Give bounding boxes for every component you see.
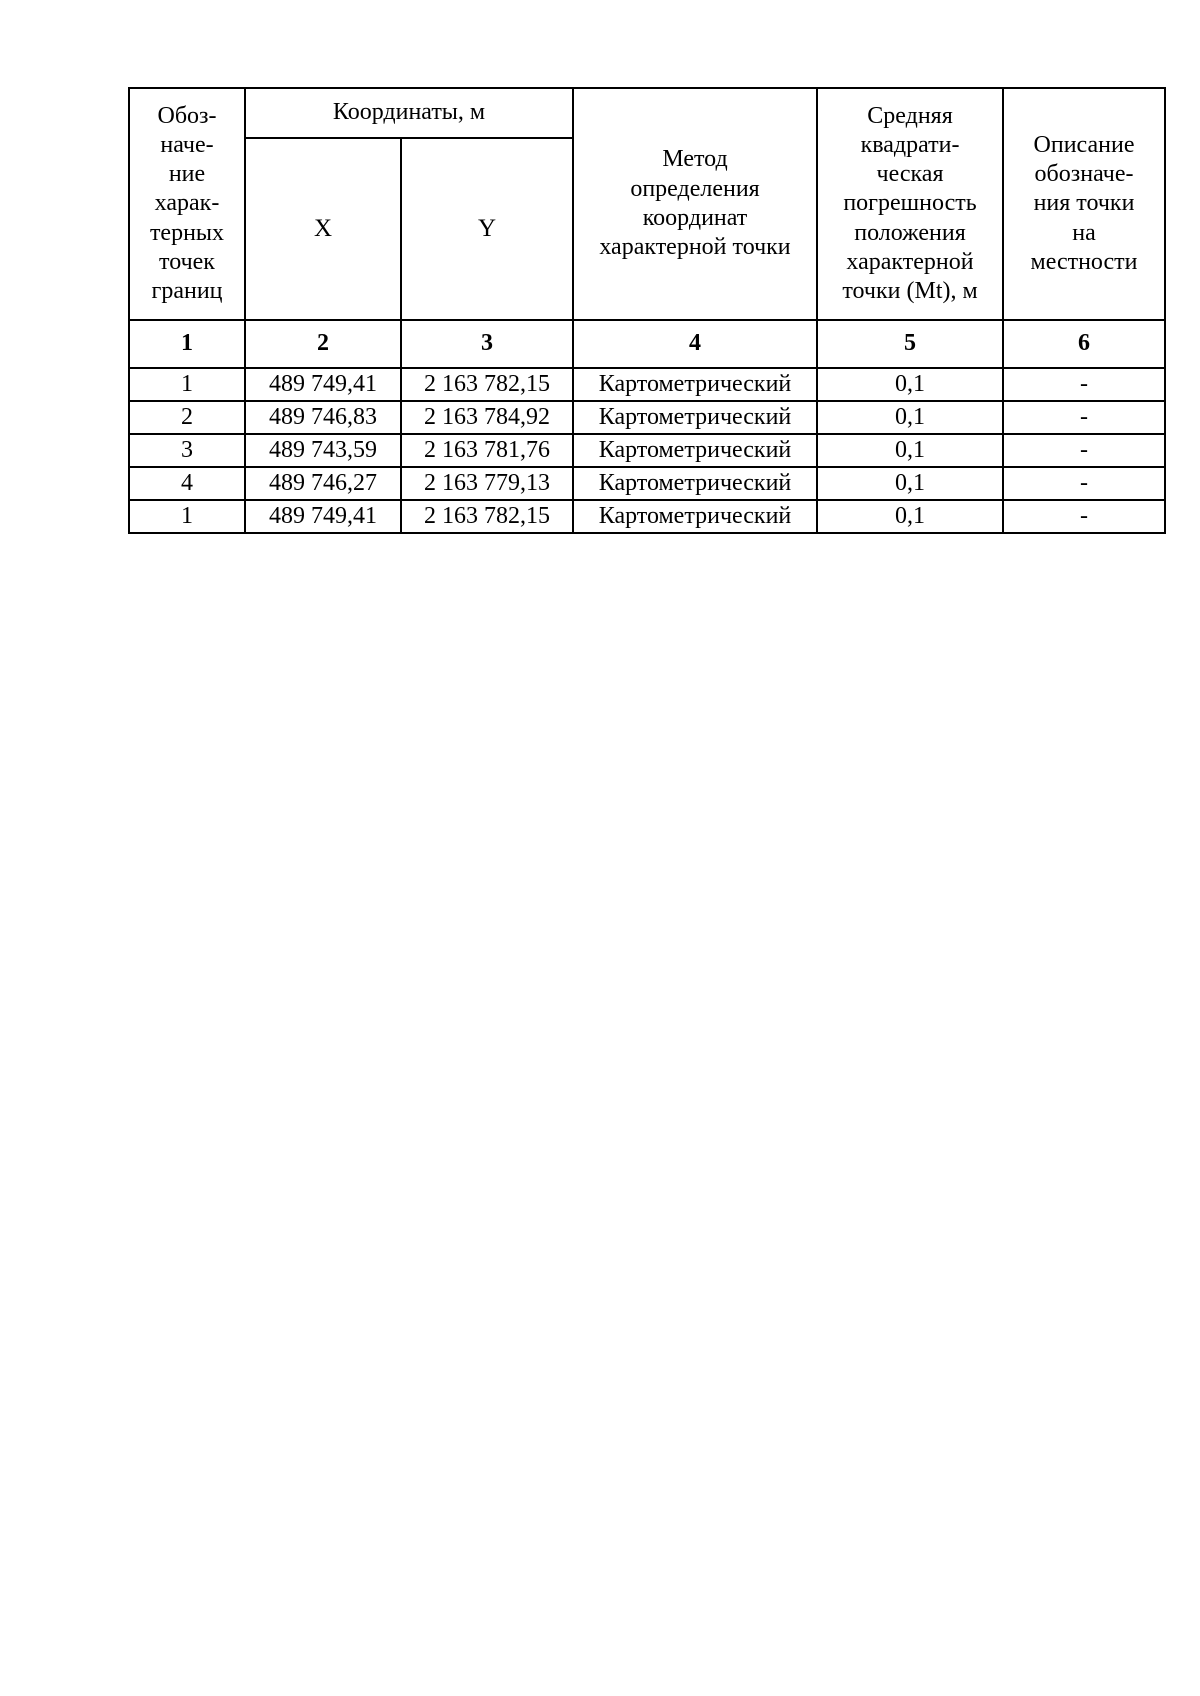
cell-x: 489 749,41 <box>245 368 401 401</box>
header-y: Y <box>401 138 573 320</box>
cell-error: 0,1 <box>817 467 1003 500</box>
cell-method: Картометрический <box>573 434 817 467</box>
cell-y: 2 163 784,92 <box>401 401 573 434</box>
table-row <box>129 467 1165 500</box>
column-number: 2 <box>245 320 401 368</box>
cell-description: - <box>1003 434 1165 467</box>
column-number: 6 <box>1003 320 1165 368</box>
cell-x: 489 749,41 <box>245 500 401 533</box>
header-mean-square-error: Средняя квадрати- ческая погрешность положения характерной точки (Mt), м <box>817 88 1003 320</box>
cell-method: Картометрический <box>573 467 817 500</box>
cell-method: Картометрический <box>573 500 817 533</box>
header-point-description: Описание обозначе- ния точки на местности <box>1003 88 1165 320</box>
column-number: 5 <box>817 320 1003 368</box>
cell-error: 0,1 <box>817 434 1003 467</box>
cell-point: 2 <box>129 401 245 434</box>
column-number: 4 <box>573 320 817 368</box>
header-point-designation: Обоз- наче- ние харак- терных точек границ <box>129 88 245 320</box>
cell-method: Картометрический <box>573 401 817 434</box>
cell-error: 0,1 <box>817 401 1003 434</box>
table-row <box>129 368 1165 401</box>
cell-x: 489 746,83 <box>245 401 401 434</box>
cell-description: - <box>1003 467 1165 500</box>
cell-y: 2 163 779,13 <box>401 467 573 500</box>
cell-description: - <box>1003 368 1165 401</box>
cell-y: 2 163 781,76 <box>401 434 573 467</box>
table-row <box>129 401 1165 434</box>
column-number: 3 <box>401 320 573 368</box>
table-row <box>129 500 1165 533</box>
cell-point: 4 <box>129 467 245 500</box>
cell-point: 3 <box>129 434 245 467</box>
cell-description: - <box>1003 401 1165 434</box>
header-x: X <box>245 138 401 320</box>
cell-error: 0,1 <box>817 368 1003 401</box>
coordinates-table <box>128 87 1166 534</box>
cell-point: 1 <box>129 368 245 401</box>
cell-method: Картометрический <box>573 368 817 401</box>
header-method: Метод определения координат характерной точки <box>573 88 817 320</box>
column-numbers-row <box>129 320 1165 368</box>
cell-error: 0,1 <box>817 500 1003 533</box>
header-coordinates: Координаты, м <box>245 88 573 138</box>
cell-x: 489 743,59 <box>245 434 401 467</box>
column-number: 1 <box>129 320 245 368</box>
cell-y: 2 163 782,15 <box>401 368 573 401</box>
cell-point: 1 <box>129 500 245 533</box>
cell-y: 2 163 782,15 <box>401 500 573 533</box>
cell-description: - <box>1003 500 1165 533</box>
table-row <box>129 434 1165 467</box>
cell-x: 489 746,27 <box>245 467 401 500</box>
